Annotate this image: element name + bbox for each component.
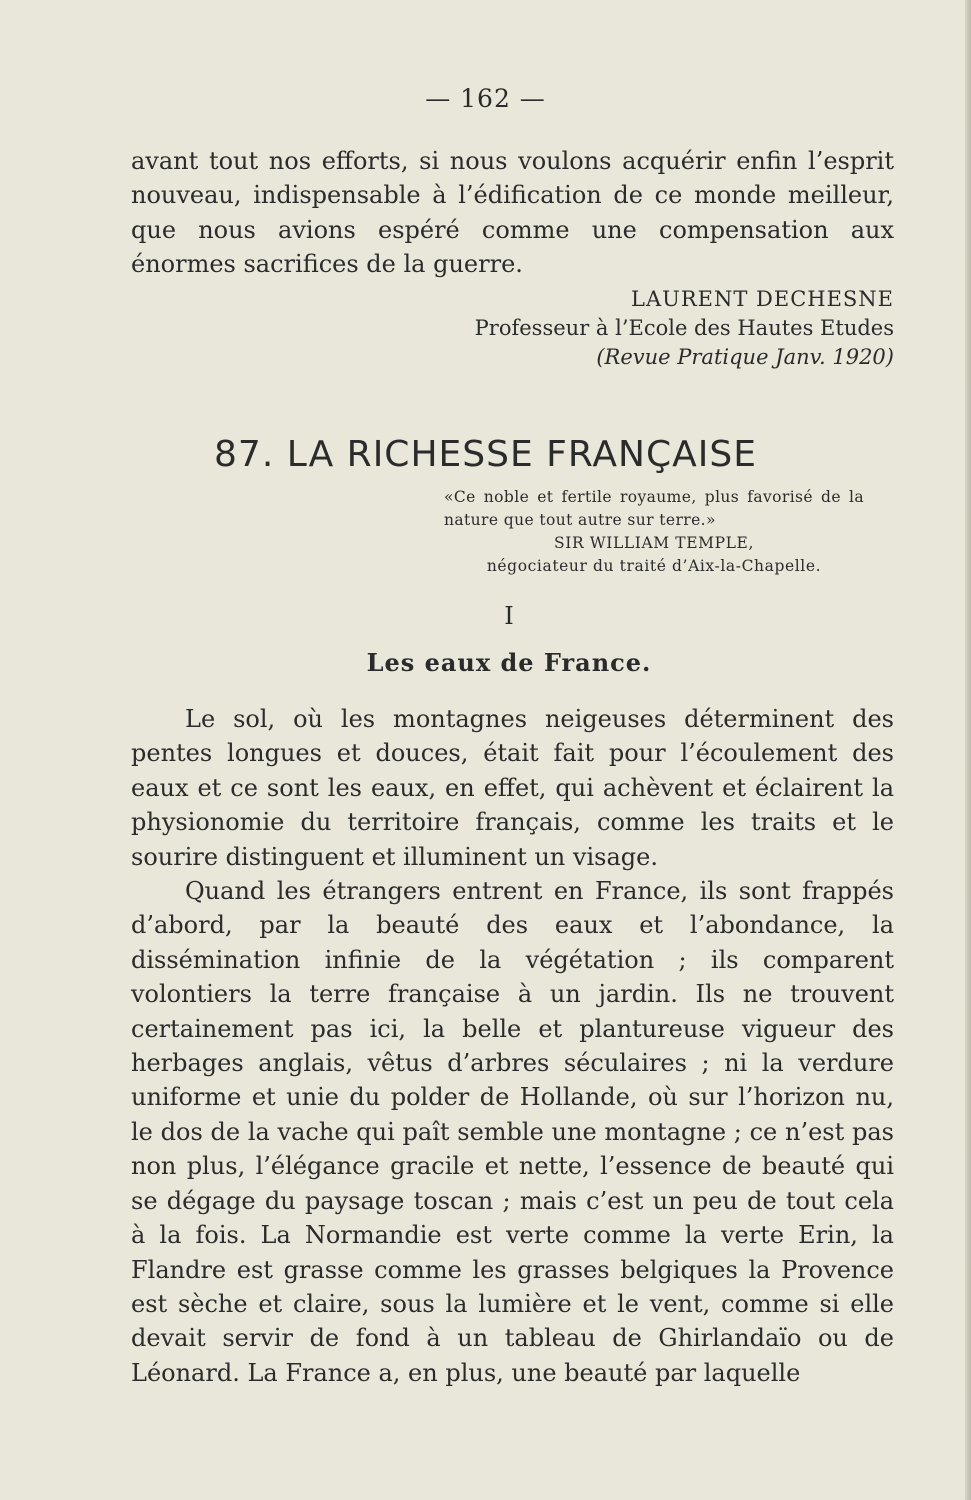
epigraph-author: SIR WILLIAM TEMPLE, bbox=[554, 534, 754, 552]
intro-source: (Revue Pratique Janv. 1920) bbox=[596, 345, 894, 369]
epigraph bbox=[444, 486, 864, 578]
intro-paragraph: avant tout nos efforts, si nous voulons acquérir enfin l’esprit nouveau, indispensable à l’édification de ce monde meilleur, que nous avions espéré comme une compensation aux énormes sacrifices de la guerre. bbox=[131, 147, 894, 279]
page-number: — 162 — bbox=[425, 84, 546, 113]
intro-block bbox=[131, 144, 894, 282]
section-number: I bbox=[504, 602, 514, 630]
body-paragraph-1: Le sol, où les montagnes neigeuses déterminent des pentes longues et douces, était fait pour l’écoulement des eaux et ce sont les eaux, en effet, qui achèvent et éclairent la physionomie du territoire français, comme les traits et le sourire distinguent et illuminent un visage. bbox=[131, 705, 894, 871]
intro-author: LAURENT DECHESNE bbox=[631, 287, 894, 311]
epigraph-quote: «Ce noble et fertile royaume, plus favorisé de la nature que tout autre sur terre.» bbox=[444, 488, 864, 529]
page-edge bbox=[965, 0, 971, 1500]
intro-affiliation: Professeur à l’Ecole des Hautes Etudes bbox=[474, 316, 894, 340]
body-paragraph-2: Quand les étrangers entrent en France, ils sont frappés d’abord, par la beauté des eaux et l’abondance, la dissémination infinie de la végétation ; ils comparent volontiers la terre française à un jardin. Ils ne trouvent certainement pas ici, la belle et plantureuse vigueur des herbages anglais, vêtus d’arbres séculaires ; ni la verdure uniforme et unie du polder de Hollande, où sur l’horizon nu, le dos de la vache qui paît semble une montagne ; ce n’est pas non plus, l’élégance gracile et nette, l’essence de beauté qui se dégage du paysage toscan ; mais c’est un peu de tout cela à la fois. La Normandie est verte comme la verte Erin, la Flandre est grasse comme les grasses belgiques la Provence est sèche et claire, sous la lumière et le vent, comme si elle devait servir de fond à un tableau de Ghirlandaïo ou de Léonard. La France a, en plus, une beauté par laquelle bbox=[131, 877, 894, 1387]
body-block bbox=[131, 702, 894, 1390]
chapter-title: 87. LA RICHESSE FRANÇAISE bbox=[214, 434, 757, 475]
epigraph-role: négociateur du traité d’Aix-la-Chapelle. bbox=[486, 557, 822, 575]
section-title: Les eaux de France. bbox=[366, 648, 652, 677]
